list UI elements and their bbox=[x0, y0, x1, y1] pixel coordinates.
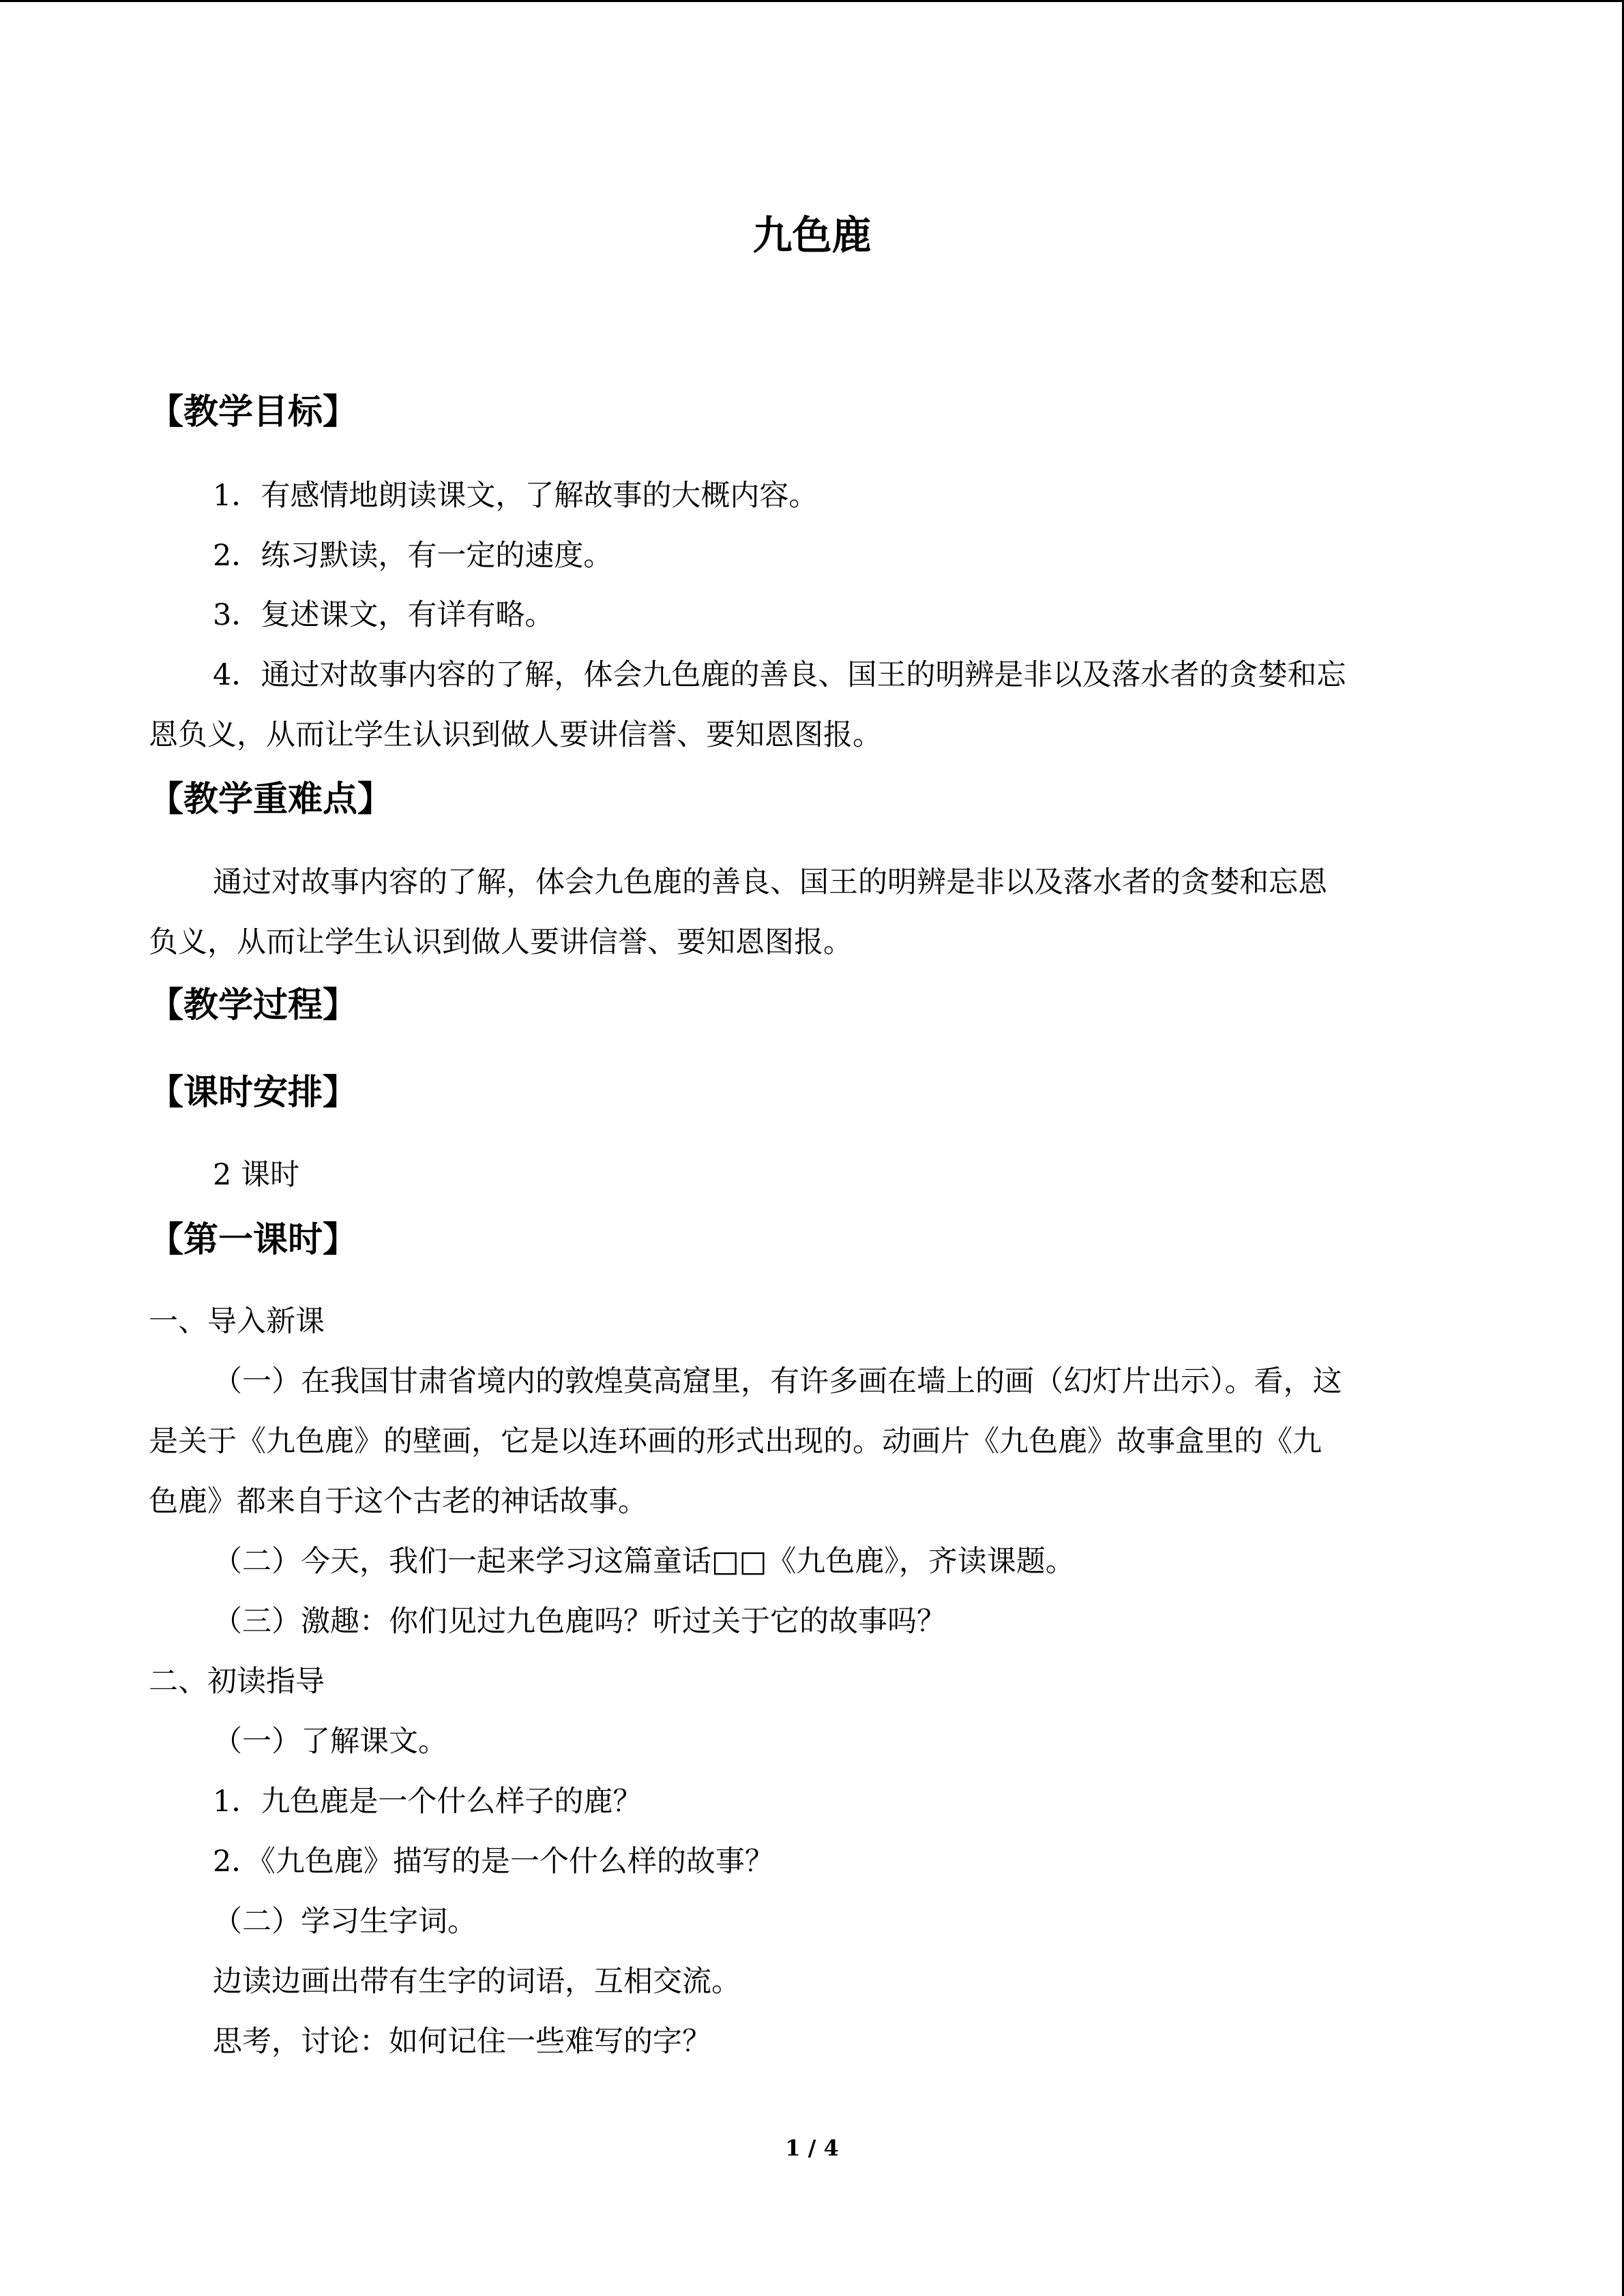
lesson1-intro-line-1: （一）在我国甘肃省境内的敦煌莫高窟里，有许多画在墙上的画（幻灯片出示）。看，这 bbox=[213, 1365, 1342, 1399]
heading-lesson-one: 【第一课时】 bbox=[149, 1220, 358, 1260]
lesson1-part-2-title: 二、初读指导 bbox=[149, 1665, 325, 1699]
lesson1-reading-line-1: （一）了解课文。 bbox=[213, 1725, 447, 1759]
goal-item-1: 1．有感情地朗读课文，了解故事的大概内容。 bbox=[213, 479, 818, 513]
heading-teaching-goals: 【教学目标】 bbox=[149, 392, 358, 432]
lesson1-part-1-title: 一、导入新课 bbox=[149, 1304, 325, 1339]
lesson1-intro-line-2: 是关于《九色鹿》的壁画，它是以连环画的形式出现的。动画片《九色鹿》故事盒里的《九 bbox=[149, 1425, 1322, 1459]
lesson1-intro-line-3: 色鹿》都来自于这个古老的神话故事。 bbox=[149, 1485, 647, 1519]
page-border-top bbox=[0, 0, 1624, 2]
schedule-text: 2 课时 bbox=[213, 1158, 300, 1192]
heading-teaching-process: 【教学过程】 bbox=[149, 985, 358, 1026]
lesson1-reading-line-2: 1．九色鹿是一个什么样子的鹿？ bbox=[213, 1785, 643, 1819]
lesson1-reading-line-3: 2．《九色鹿》描写的是一个什么样的故事？ bbox=[213, 1845, 774, 1879]
key-points-line-1: 通过对故事内容的了解，体会九色鹿的善良、国王的明辨是非以及落水者的贪婪和忘恩 bbox=[213, 865, 1327, 899]
lesson1-reading-line-6: 思考，讨论：如何记住一些难写的字？ bbox=[213, 2025, 711, 2059]
goal-item-2: 2．练习默读，有一定的速度。 bbox=[213, 539, 613, 573]
heading-key-points: 【教学重难点】 bbox=[149, 779, 393, 820]
lesson1-reading-line-5: 边读边画出带有生字的词语，互相交流。 bbox=[213, 1965, 741, 1999]
heading-schedule: 【课时安排】 bbox=[149, 1073, 358, 1113]
key-points-line-2: 负义，从而让学生认识到做人要讲信誉、要知恩图报。 bbox=[149, 925, 853, 959]
lesson1-intro-line-4: （二）今天，我们一起来学习这篇童话□□《九色鹿》，齐读课题。 bbox=[213, 1545, 1075, 1579]
lesson1-intro-line-5: （三）激趣：你们见过九色鹿吗？听过关于它的故事吗？ bbox=[213, 1605, 946, 1639]
goal-item-4: 4．通过对故事内容的了解，体会九色鹿的善良、国王的明辨是非以及落水者的贪婪和忘 bbox=[213, 658, 1346, 692]
lesson1-reading-line-4: （二）学习生字词。 bbox=[213, 1905, 477, 1939]
goal-item-3: 3．复述课文，有详有略。 bbox=[213, 598, 555, 632]
document-title: 九色鹿 bbox=[752, 212, 872, 258]
page-number: 1 / 4 bbox=[785, 2135, 839, 2161]
goal-item-4-continued: 恩负义，从而让学生认识到做人要讲信誉、要知恩图报。 bbox=[149, 718, 882, 752]
